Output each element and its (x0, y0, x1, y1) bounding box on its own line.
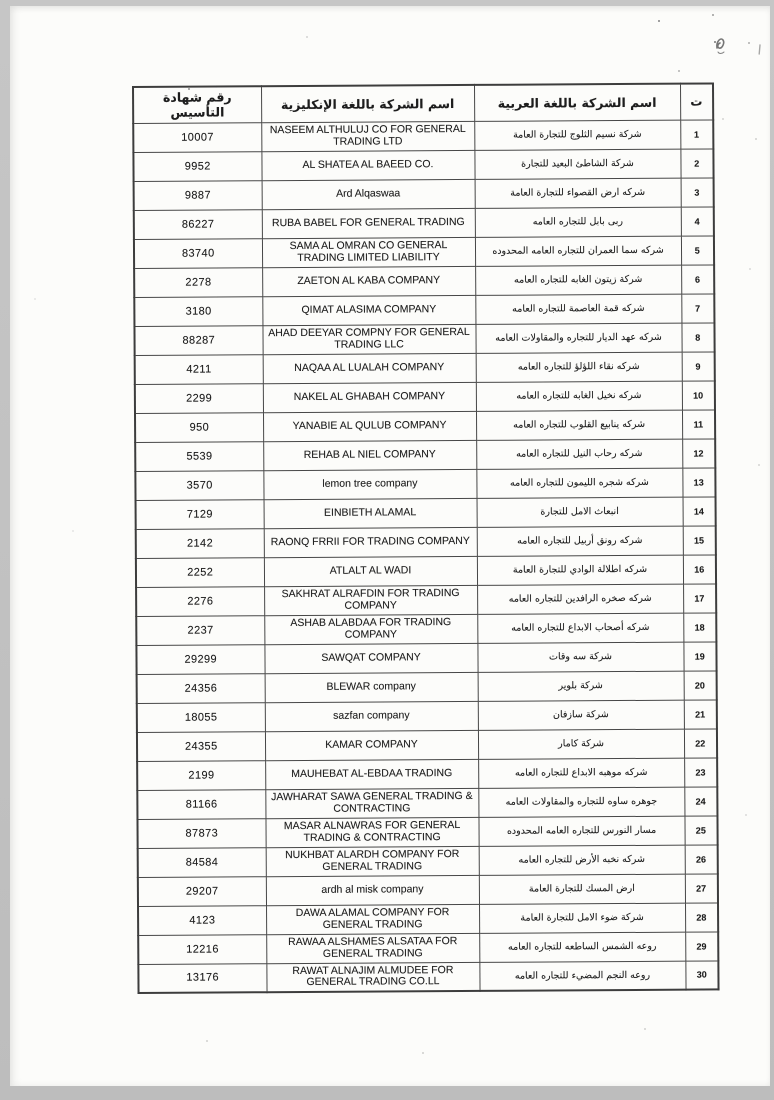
row-seq-cell: 28 (685, 902, 718, 931)
arabic-name-cell: شركة زيتون الغابه للتجاره العامه (475, 265, 681, 295)
table-row (134, 206, 714, 239)
arabic-name-cell: شركه ارض القصواء للتجارة العامة (475, 178, 681, 208)
arabic-name-cell: شركه رونق أربيل للتجاره العامه (477, 526, 683, 556)
cert-number-cell: 4211 (135, 354, 263, 384)
row-seq-cell: 27 (685, 873, 718, 902)
row-seq-cell: 24 (684, 786, 717, 815)
table-row (136, 641, 716, 674)
cert-number-cell: 2142 (136, 528, 264, 558)
english-name-cell: SAMA AL OMRAN CO GENERAL TRADING LIMITED LIABILITY (262, 237, 475, 267)
english-name-cell: KAMAR COMPANY (265, 730, 478, 760)
english-name-cell: NUKHBAT ALARDH COMPANY FOR GENERAL TRADING (266, 846, 479, 876)
table-row (138, 931, 718, 964)
english-name-cell: ATLALT AL WADI (264, 556, 477, 586)
arabic-name-cell: شركه نخبه الأرض للتجاره العامه (479, 845, 685, 875)
row-seq-cell: 25 (684, 815, 717, 844)
table-row (135, 351, 715, 384)
table-row (137, 728, 717, 761)
row-seq-cell: 9 (682, 351, 715, 380)
row-seq-cell: 21 (684, 699, 717, 728)
arabic-name-cell: روعه الشمس الساطعه للتجاره العامه (479, 932, 685, 962)
table-row (138, 844, 718, 877)
english-name-cell: NASEEM ALTHULUJ CO FOR GENERAL TRADING LTD (261, 121, 474, 151)
row-seq-cell: 23 (684, 757, 717, 786)
english-name-cell: RAWAT ALNAJIM ALMUDEE FOR GENERAL TRADING CO.LL (266, 962, 479, 992)
stray-pen-mark-icon (756, 44, 764, 56)
company-registry-table-wrap (132, 82, 718, 994)
english-name-cell: YANABIE AL QULUB COMPANY (263, 411, 476, 441)
row-seq-cell: 5 (681, 235, 714, 264)
cert-number-cell: 950 (135, 412, 263, 442)
table-row (136, 496, 716, 529)
company-table-body (133, 119, 718, 993)
row-seq-cell: 30 (685, 960, 718, 989)
row-seq-cell: 20 (684, 670, 717, 699)
arabic-name-cell: شركة نسيم الثلوج للتجارة العامة (474, 120, 680, 150)
row-seq-cell: 16 (683, 554, 716, 583)
row-seq-cell: 4 (681, 206, 714, 235)
cert-number-cell: 24355 (137, 731, 265, 761)
arabic-name-cell: شركه أصحاب الابداع للتجاره العامه (477, 613, 683, 643)
header-english-name: اسم الشركة باللغة الإنكليزية (261, 85, 474, 122)
table-row (134, 177, 714, 210)
table-row (138, 960, 718, 993)
row-seq-cell: 6 (681, 264, 714, 293)
cert-number-cell: 24356 (137, 673, 265, 703)
cert-number-cell: 5539 (135, 441, 263, 471)
english-name-cell: JAWHARAT SAWA GENERAL TRADING & CONTRACTING (265, 788, 478, 818)
table-row (134, 264, 714, 297)
arabic-name-cell: شركة سازفان (478, 700, 684, 730)
arabic-name-cell: شركه اطلالة الوادي للتجارة العامة (477, 555, 683, 585)
english-name-cell: MASAR ALNAWRAS FOR GENERAL TRADING & CONTRACTING (265, 817, 478, 847)
row-seq-cell: 1 (680, 119, 713, 148)
row-seq-cell: 18 (683, 612, 716, 641)
english-name-cell: BLEWAR company (265, 672, 478, 702)
row-seq-cell: 12 (682, 438, 715, 467)
arabic-name-cell: ربى بابل للتجاره العامه (475, 207, 681, 237)
english-name-cell: Ard Alqaswaa (262, 179, 475, 209)
table-row (135, 409, 715, 442)
table-row (136, 583, 716, 616)
table-row (135, 438, 715, 471)
arabic-name-cell: شركة سه وقات (477, 642, 683, 672)
table-row (136, 554, 716, 587)
arabic-name-cell: ارض المسك للتجارة العامة (479, 874, 685, 904)
table-row (133, 148, 713, 181)
arabic-name-cell: شركه قمة العاصمة للتجاره العامه (475, 294, 681, 324)
table-row (136, 612, 716, 645)
arabic-name-cell: انبعاث الامل للتجارة (477, 497, 683, 527)
scan-noise-dots (10, 6, 12, 8)
arabic-name-cell: شركه شجره الليمون للتجاره العامه (476, 468, 682, 498)
row-seq-cell: 3 (681, 177, 714, 206)
row-seq-cell: 10 (682, 380, 715, 409)
row-seq-cell: 7 (681, 293, 714, 322)
english-name-cell: MAUHEBAT AL-EBDAA TRADING (265, 759, 478, 789)
english-name-cell: QIMAT ALASIMA COMPANY (262, 295, 475, 325)
table-row (137, 699, 717, 732)
cert-number-cell: 2299 (135, 383, 263, 413)
table-row (137, 757, 717, 790)
english-name-cell: sazfan company (265, 701, 478, 731)
table-row (137, 815, 717, 848)
row-seq-cell: 26 (685, 844, 718, 873)
cert-number-cell: 29207 (138, 876, 266, 906)
row-seq-cell: 11 (682, 409, 715, 438)
arabic-name-cell: شركة الشاطئ البعيد للتجارة (474, 149, 680, 179)
handwritten-scribble-icon (708, 32, 734, 62)
cert-number-cell: 12216 (138, 934, 266, 964)
table-row (137, 670, 717, 703)
cert-number-cell: 29299 (136, 644, 264, 674)
row-seq-cell: 29 (685, 931, 718, 960)
english-name-cell: ASHAB ALABDAA FOR TRADING COMPANY (264, 614, 477, 644)
english-name-cell: REHAB AL NIEL COMPANY (263, 440, 476, 470)
arabic-name-cell: شركة ضوء الامل للتجارة العامة (479, 903, 685, 933)
cert-number-cell: 83740 (134, 238, 262, 268)
row-seq-cell: 22 (684, 728, 717, 757)
cert-number-cell: 2278 (134, 267, 262, 297)
arabic-name-cell: شركة كامار (478, 729, 684, 759)
arabic-name-cell: شركة بلوير (478, 671, 684, 701)
cert-number-cell: 86227 (134, 209, 262, 239)
english-name-cell: SAKHRAT ALRAFDIN FOR TRADING COMPANY (264, 585, 477, 615)
row-seq-cell: 2 (680, 148, 713, 177)
table-row (137, 786, 717, 819)
company-registry-table (132, 82, 720, 994)
cert-number-cell: 87873 (137, 818, 265, 848)
cert-number-cell: 2252 (136, 557, 264, 587)
cert-number-cell: 18055 (137, 702, 265, 732)
cert-number-cell: 2237 (136, 615, 264, 645)
row-seq-cell: 15 (683, 525, 716, 554)
english-name-cell: NAQAA AL LUALAH COMPANY (263, 353, 476, 383)
english-name-cell: ardh al misk company (266, 875, 479, 905)
table-row (136, 525, 716, 558)
arabic-name-cell: شركه سما العمران للتجاره العامه المحدوده (475, 236, 681, 266)
header-seq: ت (680, 83, 713, 119)
table-row (138, 873, 718, 906)
cert-number-cell: 9952 (133, 151, 261, 181)
table-header-row (133, 83, 713, 123)
scanned-paper (10, 6, 770, 1086)
row-seq-cell: 8 (681, 322, 714, 351)
english-name-cell: AL SHATEA AL BAEED CO. (261, 150, 474, 180)
arabic-name-cell: جوهره ساوه للتجاره والمقاولات العامه (478, 787, 684, 817)
table-row (133, 119, 713, 152)
cert-number-cell: 13176 (138, 963, 266, 993)
cert-number-cell: 3180 (134, 296, 262, 326)
english-name-cell: RAWAA ALSHAMES ALSATAA FOR GENERAL TRADING (266, 933, 479, 963)
table-row (135, 380, 715, 413)
header-arabic-name: اسم الشركة باللغة العربية (474, 84, 680, 121)
english-name-cell: lemon tree company (263, 469, 476, 499)
arabic-name-cell: شركه ينابيع القلوب للتجاره العامه (476, 410, 682, 440)
row-seq-cell: 14 (683, 496, 716, 525)
english-name-cell: ZAETON AL KABA COMPANY (262, 266, 475, 296)
cert-number-cell: 88287 (134, 325, 262, 355)
table-row (135, 467, 715, 500)
row-seq-cell: 13 (682, 467, 715, 496)
arabic-name-cell: شركه نقاء اللؤلؤ للتجاره العامه (476, 352, 682, 382)
header-cert-number: رقم شهادة التأسيس (133, 86, 261, 123)
arabic-name-cell: شركه نخيل الغابه للتجاره العامه (476, 381, 682, 411)
table-row (134, 293, 714, 326)
arabic-name-cell: مسار النورس للتجاره العامه المحدوده (478, 816, 684, 846)
english-name-cell: RAONQ FRRII FOR TRADING COMPANY (264, 527, 477, 557)
cert-number-cell: 7129 (136, 499, 264, 529)
row-seq-cell: 17 (683, 583, 716, 612)
table-row (138, 902, 718, 935)
english-name-cell: AHAD DEEYAR COMPNY FOR GENERAL TRADING LLC (262, 324, 475, 354)
table-row (134, 322, 714, 355)
arabic-name-cell: شركه عهد الديار للتجاره والمقاولات العامه (475, 323, 681, 353)
english-name-cell: NAKEL AL GHABAH COMPANY (263, 382, 476, 412)
arabic-name-cell: شركه موهبه الابداع للتجاره العامه (478, 758, 684, 788)
arabic-name-cell: روعه النجم المضيء للتجاره العامه (479, 961, 685, 991)
english-name-cell: RUBA BABEL FOR GENERAL TRADING (262, 208, 475, 238)
cert-number-cell: 2276 (136, 586, 264, 616)
english-name-cell: EINBIETH ALAMAL (264, 498, 477, 528)
cert-number-cell: 4123 (138, 905, 266, 935)
cert-number-cell: 84584 (138, 847, 266, 877)
cert-number-cell: 81166 (137, 789, 265, 819)
cert-number-cell: 3570 (135, 470, 263, 500)
cert-number-cell: 2199 (137, 760, 265, 790)
english-name-cell: SAWQAT COMPANY (264, 643, 477, 673)
arabic-name-cell: شركه رحاب النيل للتجاره العامه (476, 439, 682, 469)
arabic-name-cell: شركه صخره الرافدين للتجاره العامه (477, 584, 683, 614)
cert-number-cell: 9887 (134, 180, 262, 210)
row-seq-cell: 19 (683, 641, 716, 670)
table-row (134, 235, 714, 268)
cert-number-cell: 10007 (133, 122, 261, 152)
english-name-cell: DAWA ALAMAL COMPANY FOR GENERAL TRADING (266, 904, 479, 934)
